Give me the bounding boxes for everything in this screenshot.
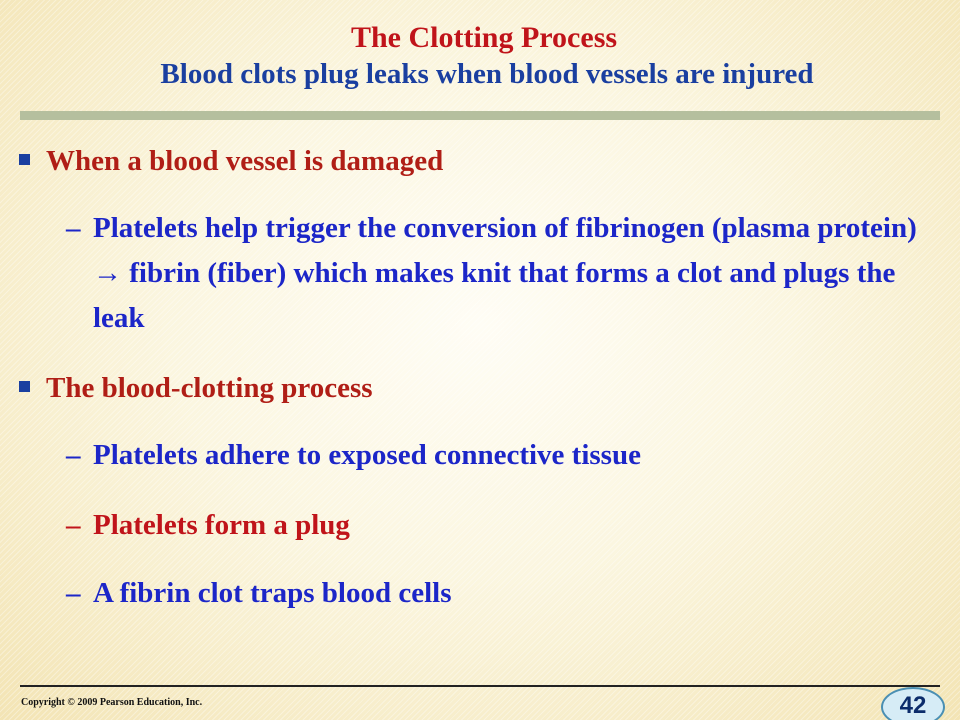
bullet-vessel-damaged — [46, 139, 443, 183]
sub-bullet-text: Platelets form a plug — [93, 509, 350, 541]
dash-marker: – — [66, 439, 81, 471]
bullet-text: When a blood vessel is damaged — [46, 145, 444, 177]
sub-bullet-text: Platelets adhere to exposed connective tissue — [93, 439, 641, 471]
dash-marker: – — [66, 509, 81, 541]
slide-subtitle: Blood clots plug leaks when blood vessels are injured — [160, 58, 814, 90]
page-number-badge: 42 — [881, 687, 945, 720]
bullet-text: The blood-clotting process — [46, 372, 373, 404]
sub-bullet-text: A fibrin clot traps blood cells — [93, 577, 452, 609]
square-bullet-icon — [19, 154, 30, 165]
bullet-clotting-process — [46, 366, 373, 410]
sub-bullet-fibrin-clot — [66, 571, 926, 616]
sub-bullet-platelets-trigger — [66, 206, 926, 341]
copyright-notice: Copyright © 2009 Pearson Education, Inc. — [21, 697, 203, 708]
slide-title: The Clotting Process — [350, 21, 618, 54]
dash-marker: – — [66, 577, 81, 609]
square-bullet-icon — [19, 381, 30, 392]
sub-bullet-text: Platelets help trigger the conversion of fibrinogen (plasma protein) → fibrin (fiber) which makes knit that forms a clot and plugs the leak — [93, 212, 917, 334]
dash-marker: – — [66, 212, 81, 244]
sub-bullet-platelets-plug — [66, 503, 926, 548]
sub-bullet-platelets-adhere — [66, 433, 926, 478]
footer-divider — [20, 685, 940, 687]
